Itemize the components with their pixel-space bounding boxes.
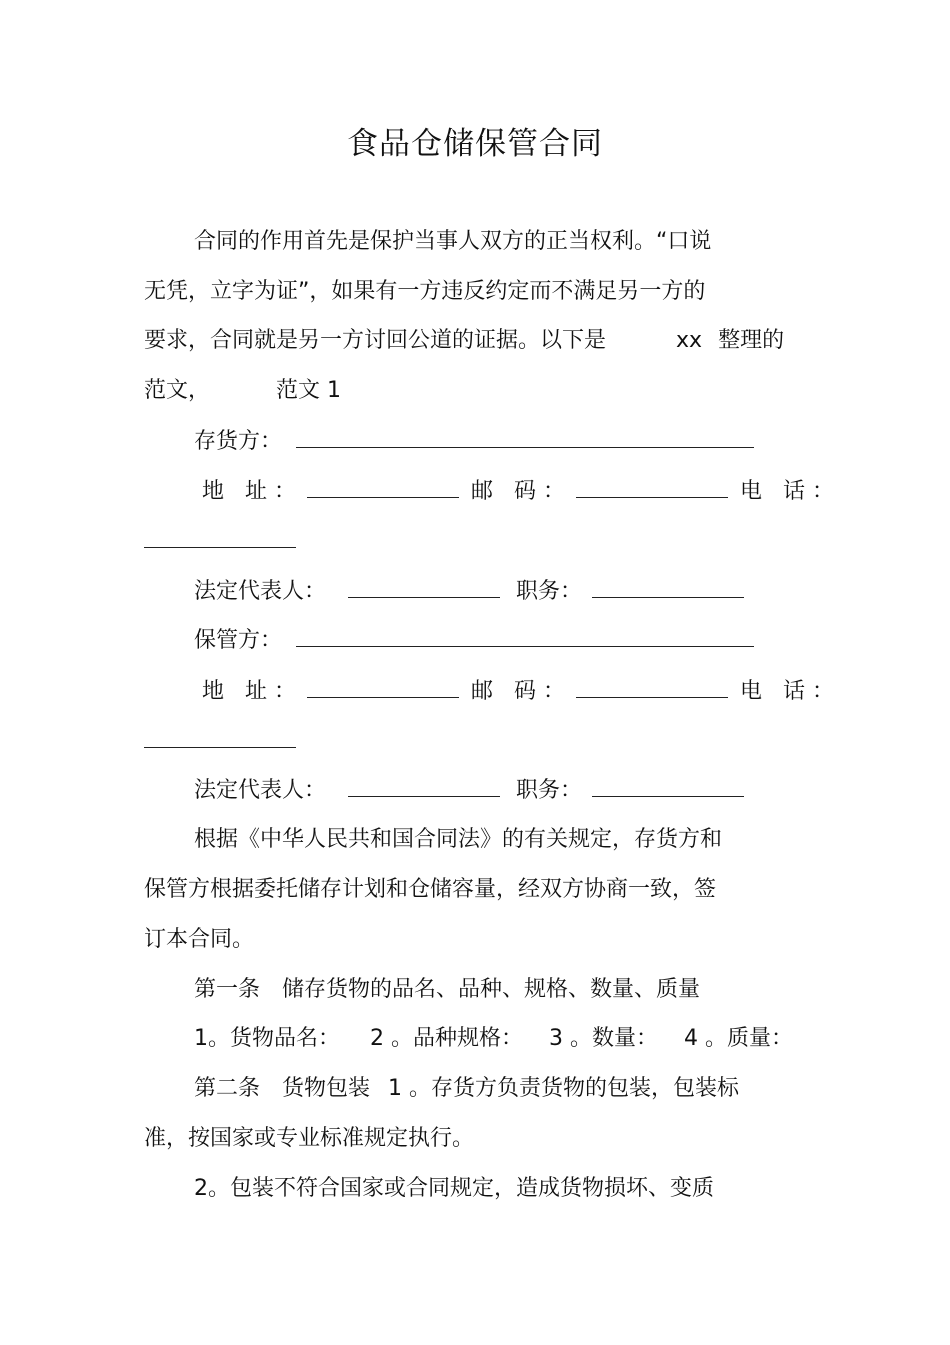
custodian-label: 保管方： [194, 628, 283, 653]
sample-label: 范文 1 [276, 378, 342, 403]
intro-line-3-text: 要求，合同就是另一方讨回公道的证据。以下是 [144, 328, 607, 353]
custodian-phone-row [144, 725, 296, 758]
custodian-address-label: 地 址： [202, 679, 303, 704]
article-1-item: 4 。质量： [684, 1026, 793, 1051]
depositor-postcode-label: 邮 码： [471, 479, 572, 504]
article-2-line-1 [194, 1073, 739, 1105]
depositor-address-label: 地 址： [202, 479, 303, 504]
intro-line-4-text: 范文， [144, 378, 211, 403]
article-2-line-3: 2。包装不符合国家或合同规定，造成货物损坏、变质 [194, 1176, 714, 1201]
basis-line-1: 根据《中华人民共和国合同法》的有关规定，存货方和 [194, 827, 723, 852]
custodian-position-blank[interactable] [592, 774, 744, 797]
article-1-item: 3 。数量： [549, 1026, 658, 1051]
depositor-phone-row [144, 525, 296, 558]
basis-line-3: 订本合同。 [144, 927, 255, 952]
intro-line-4 [144, 375, 341, 407]
intro-line-2: 无凭，立字为证”，如果有一方违反约定而不满足另一方的 [144, 279, 706, 304]
custodian-row [194, 624, 754, 657]
depositor-legal-rep-blank[interactable] [348, 575, 500, 598]
article-2-heading: 第二条 货物包装 [194, 1076, 371, 1101]
intro-line-1: 合同的作用首先是保护当事人双方的正当权利。“口说 [194, 229, 712, 254]
article-1-item: 1。货物品名： [194, 1026, 340, 1051]
custodian-postcode-label: 邮 码： [471, 679, 572, 704]
custodian-contact-row [202, 675, 841, 708]
depositor-row [194, 425, 754, 458]
custodian-position-label: 职务： [516, 778, 583, 803]
custodian-legal-rep-label: 法定代表人： [194, 778, 327, 803]
article-2-clause-1: 1 。存货方负责货物的包装，包装标 [388, 1076, 740, 1101]
custodian-name-blank[interactable] [296, 624, 754, 647]
custodian-legal-rep-blank[interactable] [348, 774, 500, 797]
custodian-address-blank[interactable] [307, 675, 459, 698]
depositor-label: 存货方： [194, 429, 283, 454]
depositor-legal-rep-label: 法定代表人： [194, 579, 327, 604]
depositor-phone-label: 电 话： [740, 479, 841, 504]
depositor-postcode-blank[interactable] [576, 475, 728, 498]
document-title: 食品仓储保管合同 [347, 126, 603, 162]
depositor-position-blank[interactable] [592, 575, 744, 598]
custodian-phone-label: 电 话： [740, 679, 841, 704]
depositor-phone-blank[interactable] [144, 525, 296, 548]
depositor-address-blank[interactable] [307, 475, 459, 498]
intro-line-3-end: 整理的 [718, 328, 785, 353]
custodian-phone-blank[interactable] [144, 725, 296, 748]
depositor-position-label: 职务： [516, 579, 583, 604]
custodian-rep-row [194, 774, 744, 807]
article-1-heading: 第一条 储存货物的品名、品种、规格、数量、质量 [194, 977, 701, 1002]
depositor-name-blank[interactable] [296, 425, 754, 448]
article-1-item: 2 。品种规格： [370, 1026, 523, 1051]
article-1-items [194, 1023, 793, 1055]
intro-author: xx [676, 328, 703, 353]
depositor-contact-row [202, 475, 841, 508]
intro-line-3 [144, 325, 784, 357]
basis-line-2: 保管方根据委托储存计划和仓储容量，经双方协商一致，签 [144, 877, 717, 902]
custodian-postcode-blank[interactable] [576, 675, 728, 698]
article-2-line-2: 准，按国家或专业标准规定执行。 [144, 1126, 475, 1151]
depositor-rep-row [194, 575, 744, 608]
